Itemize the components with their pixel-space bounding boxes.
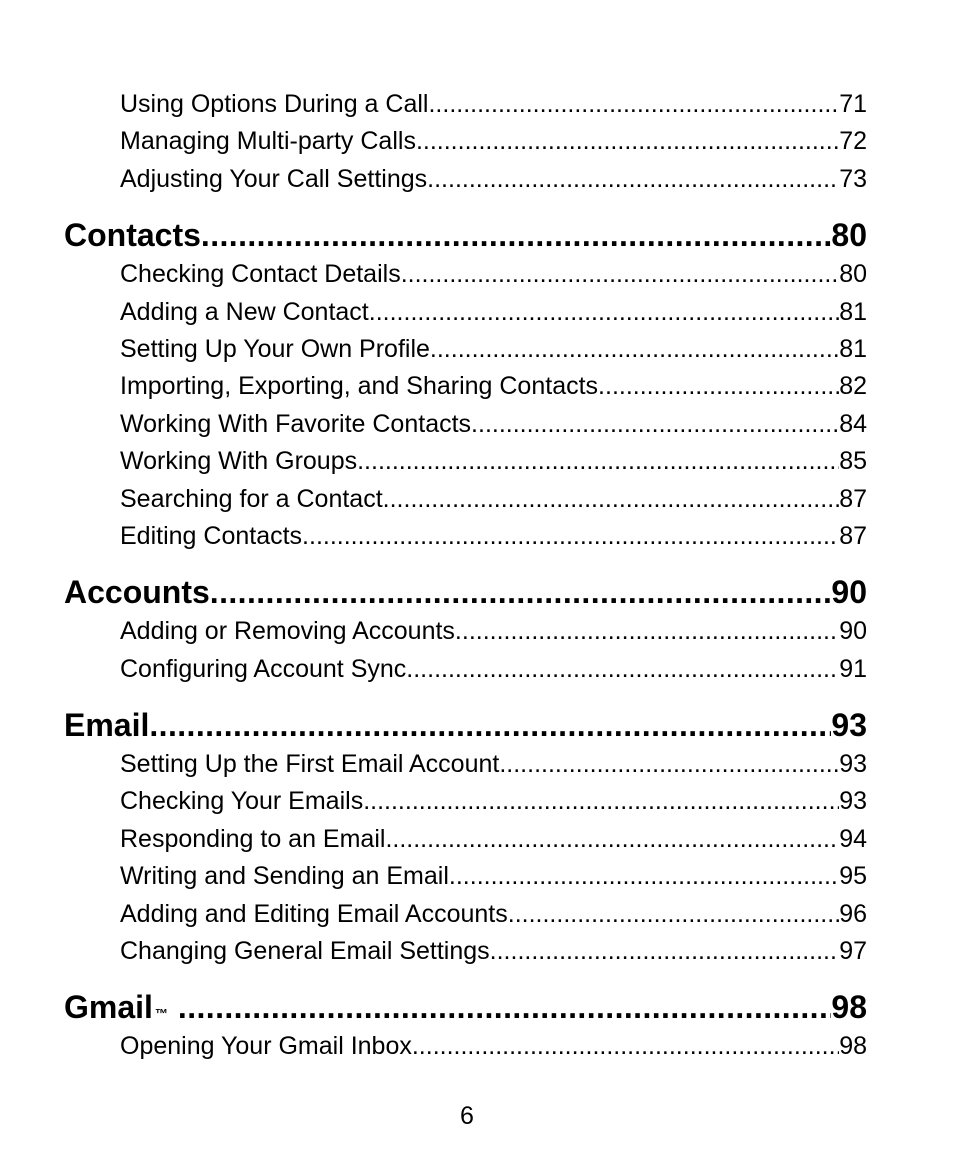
toc-entry-title: Setting Up the First Email Account xyxy=(120,746,499,783)
dot-leader xyxy=(449,858,839,895)
toc-entry-title: Adding and Editing Email Accounts xyxy=(120,896,508,933)
toc-entry-page: 87 xyxy=(839,518,867,555)
toc-entry-page: 72 xyxy=(839,123,867,160)
dot-leader xyxy=(427,161,839,198)
dot-leader xyxy=(508,896,839,933)
toc-subsection-entry[interactable] xyxy=(120,858,867,895)
toc-entry-page: 81 xyxy=(839,294,867,331)
dot-leader xyxy=(369,294,839,331)
toc-subsection-entry[interactable] xyxy=(120,368,867,405)
toc-subsection-entry[interactable] xyxy=(120,783,867,820)
toc-subsection-entry[interactable] xyxy=(120,821,867,858)
toc-entry-title: Checking Your Emails xyxy=(120,783,363,820)
toc-entry-page: 82 xyxy=(839,368,867,405)
toc-entry-page: 93 xyxy=(831,707,867,744)
toc-entry-title: Checking Contact Details xyxy=(120,256,401,293)
dot-leader xyxy=(149,705,831,745)
toc-entry-title: Setting Up Your Own Profile xyxy=(120,331,430,368)
toc-entry-title: Gmail xyxy=(64,989,153,1026)
dot-leader xyxy=(455,613,839,650)
toc-entry-title: Accounts xyxy=(64,574,210,611)
toc-entry-page: 98 xyxy=(831,989,867,1026)
dot-leader xyxy=(302,518,839,555)
toc-entry-page: 93 xyxy=(839,783,867,820)
toc-entry-page: 71 xyxy=(839,86,867,123)
dot-leader xyxy=(471,406,839,443)
toc-entry-title: Configuring Account Sync xyxy=(120,651,406,688)
toc-entry-title: Editing Contacts xyxy=(120,518,302,555)
toc-section-entry[interactable] xyxy=(64,987,867,1027)
dot-leader xyxy=(201,215,832,255)
dot-leader xyxy=(430,331,839,368)
toc-subsection-entry[interactable] xyxy=(120,933,867,970)
toc-subsection-entry[interactable] xyxy=(120,896,867,933)
toc-entry-title: Writing and Sending an Email xyxy=(120,858,449,895)
toc-entry-title: Contacts xyxy=(64,217,201,254)
toc-entry-page: 93 xyxy=(839,746,867,783)
toc-entry-title: Managing Multi-party Calls xyxy=(120,123,416,160)
toc-entry-title: Adding a New Contact xyxy=(120,294,369,331)
toc-subsection-entry[interactable] xyxy=(120,406,867,443)
toc-entry-title: Searching for a Contact xyxy=(120,481,383,518)
dot-leader xyxy=(210,572,832,612)
toc-entry-title: Adding or Removing Accounts xyxy=(120,613,455,650)
toc-entry-title: Using Options During a Call xyxy=(120,86,428,123)
toc-entry-page: 85 xyxy=(839,443,867,480)
toc-subsection-entry[interactable] xyxy=(120,256,867,293)
toc-entry-page: 90 xyxy=(831,574,867,611)
dot-leader xyxy=(406,651,839,688)
toc-entry-title: Responding to an Email xyxy=(120,821,385,858)
toc-subsection-entry[interactable] xyxy=(120,294,867,331)
toc-entry-title: Working With Groups xyxy=(120,443,357,480)
toc-subsection-entry[interactable] xyxy=(120,86,867,123)
dot-leader xyxy=(363,783,839,820)
trademark-mark: ™ xyxy=(154,1006,168,1022)
toc-entry-page: 98 xyxy=(839,1028,867,1065)
toc-entry-page: 94 xyxy=(839,821,867,858)
toc-entry-page: 91 xyxy=(839,651,867,688)
dot-leader xyxy=(357,443,839,480)
toc-subsection-entry[interactable] xyxy=(120,161,867,198)
table-of-contents xyxy=(64,86,867,1066)
toc-section-entry[interactable] xyxy=(64,705,867,745)
dot-leader xyxy=(401,256,839,293)
toc-entry-title: Opening Your Gmail Inbox xyxy=(120,1028,412,1065)
toc-subsection-entry[interactable] xyxy=(120,443,867,480)
page-number: 6 xyxy=(460,1102,474,1130)
toc-section-entry[interactable] xyxy=(64,215,867,255)
toc-subsection-entry[interactable] xyxy=(120,651,867,688)
toc-entry-page: 97 xyxy=(839,933,867,970)
toc-entry-page: 80 xyxy=(839,256,867,293)
toc-entry-page: 90 xyxy=(839,613,867,650)
toc-entry-title: Importing, Exporting, and Sharing Contacts xyxy=(120,368,598,405)
toc-entry-title: Email xyxy=(64,707,150,744)
toc-subsection-entry[interactable] xyxy=(120,123,867,160)
toc-entry-page: 95 xyxy=(839,858,867,895)
toc-entry-page: 73 xyxy=(839,161,867,198)
dot-leader xyxy=(412,1028,839,1065)
toc-entry-title: Working With Favorite Contacts xyxy=(120,406,471,443)
toc-subsection-entry[interactable] xyxy=(120,613,867,650)
toc-subsection-entry[interactable] xyxy=(120,746,867,783)
dot-leader xyxy=(385,821,839,858)
toc-subsection-entry[interactable] xyxy=(120,481,867,518)
dot-leader xyxy=(499,746,839,783)
toc-entry-page: 81 xyxy=(839,331,867,368)
dot-leader xyxy=(383,481,840,518)
toc-entry-page: 80 xyxy=(831,217,867,254)
toc-entry-title: Adjusting Your Call Settings xyxy=(120,161,427,198)
toc-section-entry[interactable] xyxy=(64,572,867,612)
dot-leader xyxy=(490,933,840,970)
dot-leader xyxy=(428,86,839,123)
dot-leader xyxy=(416,123,839,160)
toc-entry-page: 84 xyxy=(839,406,867,443)
toc-entry-title: Changing General Email Settings xyxy=(120,933,490,970)
toc-subsection-entry[interactable] xyxy=(120,518,867,555)
toc-entry-page: 87 xyxy=(839,481,867,518)
toc-entry-page: 96 xyxy=(839,896,867,933)
dot-leader xyxy=(178,987,831,1027)
toc-subsection-entry[interactable] xyxy=(120,331,867,368)
dot-leader xyxy=(598,368,839,405)
toc-subsection-entry[interactable] xyxy=(120,1028,867,1065)
